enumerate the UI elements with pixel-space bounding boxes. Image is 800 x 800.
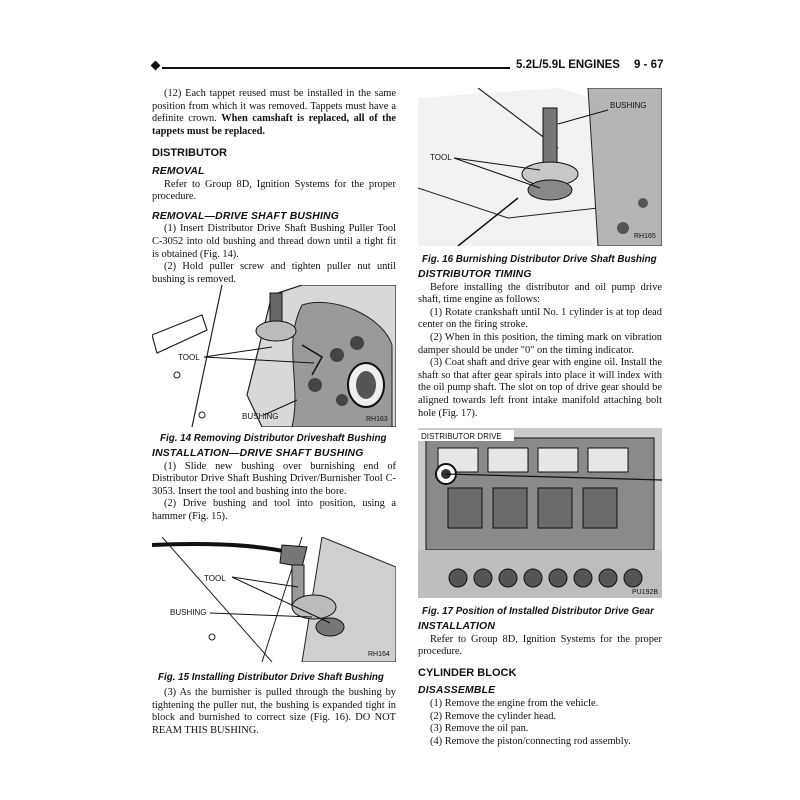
fig16-tool-label: TOOL (430, 153, 452, 162)
page-header (516, 59, 663, 71)
figure-14-illustration (152, 285, 396, 427)
header-rule (162, 67, 510, 69)
fig16-code: RH165 (634, 233, 656, 240)
timing-step-3: (3) Coat shaft and drive gear with engine oil. Install the shaft so that after gear spirals into place it will index with the oil pump shaft. The slot on top of drive gear should be aligned towards left front intake manifold attaching bolt hole (Fig. 17). (418, 357, 662, 419)
right-column-bottom (418, 621, 662, 748)
installation-text: Refer to Group 8D, Ignition Systems for the proper procedure. (418, 633, 662, 658)
tappet-text: (12) Each tappet reused must be installed in the same position from which it was removed. Tappets must have a definite crown. (152, 88, 396, 125)
fig14-tool-label: TOOL (178, 353, 200, 362)
fig14-caption: Fig. 14 Removing Distributor Driveshaft Bushing (160, 433, 387, 444)
fig14-bushing-label: BUSHING (242, 412, 279, 421)
fig15-caption: Fig. 15 Installing Distributor Drive Shaft Bushing (158, 672, 384, 683)
disassemble-step-2: (2) Remove the cylinder head. (430, 710, 557, 722)
disassemble-step-4: (4) Remove the piston/connecting rod assembly. (430, 735, 631, 747)
installation-bushing-heading: INSTALLATION—DRIVE SHAFT BUSHING (152, 448, 364, 459)
removal-step-2: (2) Hold puller screw and tighten puller nut until bushing is removed. (152, 261, 396, 285)
installation-heading: INSTALLATION (418, 621, 496, 632)
removal-bushing-heading: REMOVAL—DRIVE SHAFT BUSHING (152, 210, 340, 222)
distributor-heading: DISTRIBUTOR (152, 147, 227, 160)
fig17-code: PU192B (632, 589, 659, 596)
cylinder-block-heading: CYLINDER BLOCK (418, 666, 517, 679)
tappet-bold-text: When camshaft is replaced, all of the tappets must be replaced. (152, 113, 397, 137)
disassemble-step-3: (3) Remove the oil pan. (430, 723, 529, 735)
figure-14 (152, 285, 396, 427)
header-diamond-icon (151, 61, 161, 71)
figure-17 (418, 428, 662, 598)
page-number: 9 - 67 (633, 59, 664, 71)
left-column-bottom (152, 687, 396, 737)
figure-17-illustration (418, 428, 662, 598)
figure-16-illustration (418, 88, 662, 246)
install-step-3: (3) As the burnisher is pulled through the bushing by tightening the puller nut, the bushing is expanded tight in block and burnished to correct size (Fig. 16). DO NOT REAM THIS BUSHING. (152, 687, 396, 736)
figure-16 (418, 88, 662, 246)
disassemble-step-1: (1) Remove the engine from the vehicle. (430, 697, 599, 709)
fig15-code: RH164 (368, 651, 390, 658)
left-column-top (152, 88, 396, 286)
left-column-middle (152, 448, 396, 524)
removal-text: Refer to Group 8D, Ignition Systems for the proper procedure. (152, 178, 396, 203)
fig16-bushing-label: BUSHING (610, 101, 647, 110)
timing-intro: Before installing the distributor and oil pump drive shaft, time engine as follows: (418, 281, 662, 306)
fig15-tool-label: TOOL (204, 574, 226, 583)
fig15-bushing-label: BUSHING (170, 608, 207, 617)
removal-step-1: (1) Insert Distributor Drive Shaft Bushing Puller Tool C-3052 into old bushing and thread down until a tight fit is obtained (Fig. 14). (152, 223, 396, 260)
disassemble-heading: DISASSEMBLE (418, 685, 496, 697)
install-step-1: (1) Slide new bushing over burnishing end of Distributor Drive Shaft Bushing Driver/Burnisher Tool C-3053. Insert the tool and bushing into the bore. (152, 460, 396, 497)
timing-heading: DISTRIBUTOR TIMING (418, 269, 532, 280)
tappet-paragraph (152, 88, 396, 138)
timing-step-1: (1) Rotate crankshaft until No. 1 cylinder is at top dead center on the firing stroke. (418, 306, 662, 331)
right-column-top (418, 269, 662, 420)
timing-step-2: (2) When in this position, the timing mark on vibration damper should be under "0" on the timing indicator. (418, 331, 662, 356)
install-step-2: (2) Drive bushing and tool into position, using a hammer (Fig. 15). (152, 498, 396, 522)
figure-15 (152, 537, 396, 662)
removal-heading: REMOVAL (152, 165, 205, 177)
fig17-caption: Fig. 17 Position of Installed Distributor Drive Gear (422, 606, 654, 617)
header-title: 5.2L/5.9L ENGINES (516, 59, 620, 71)
figure-15-illustration (152, 537, 396, 662)
fig16-caption: Fig. 16 Burnishing Distributor Drive Shaft Bushing (422, 254, 657, 265)
fig14-code: RH163 (366, 416, 388, 423)
fig17-drive-label: DISTRIBUTOR DRIVE (421, 432, 502, 441)
